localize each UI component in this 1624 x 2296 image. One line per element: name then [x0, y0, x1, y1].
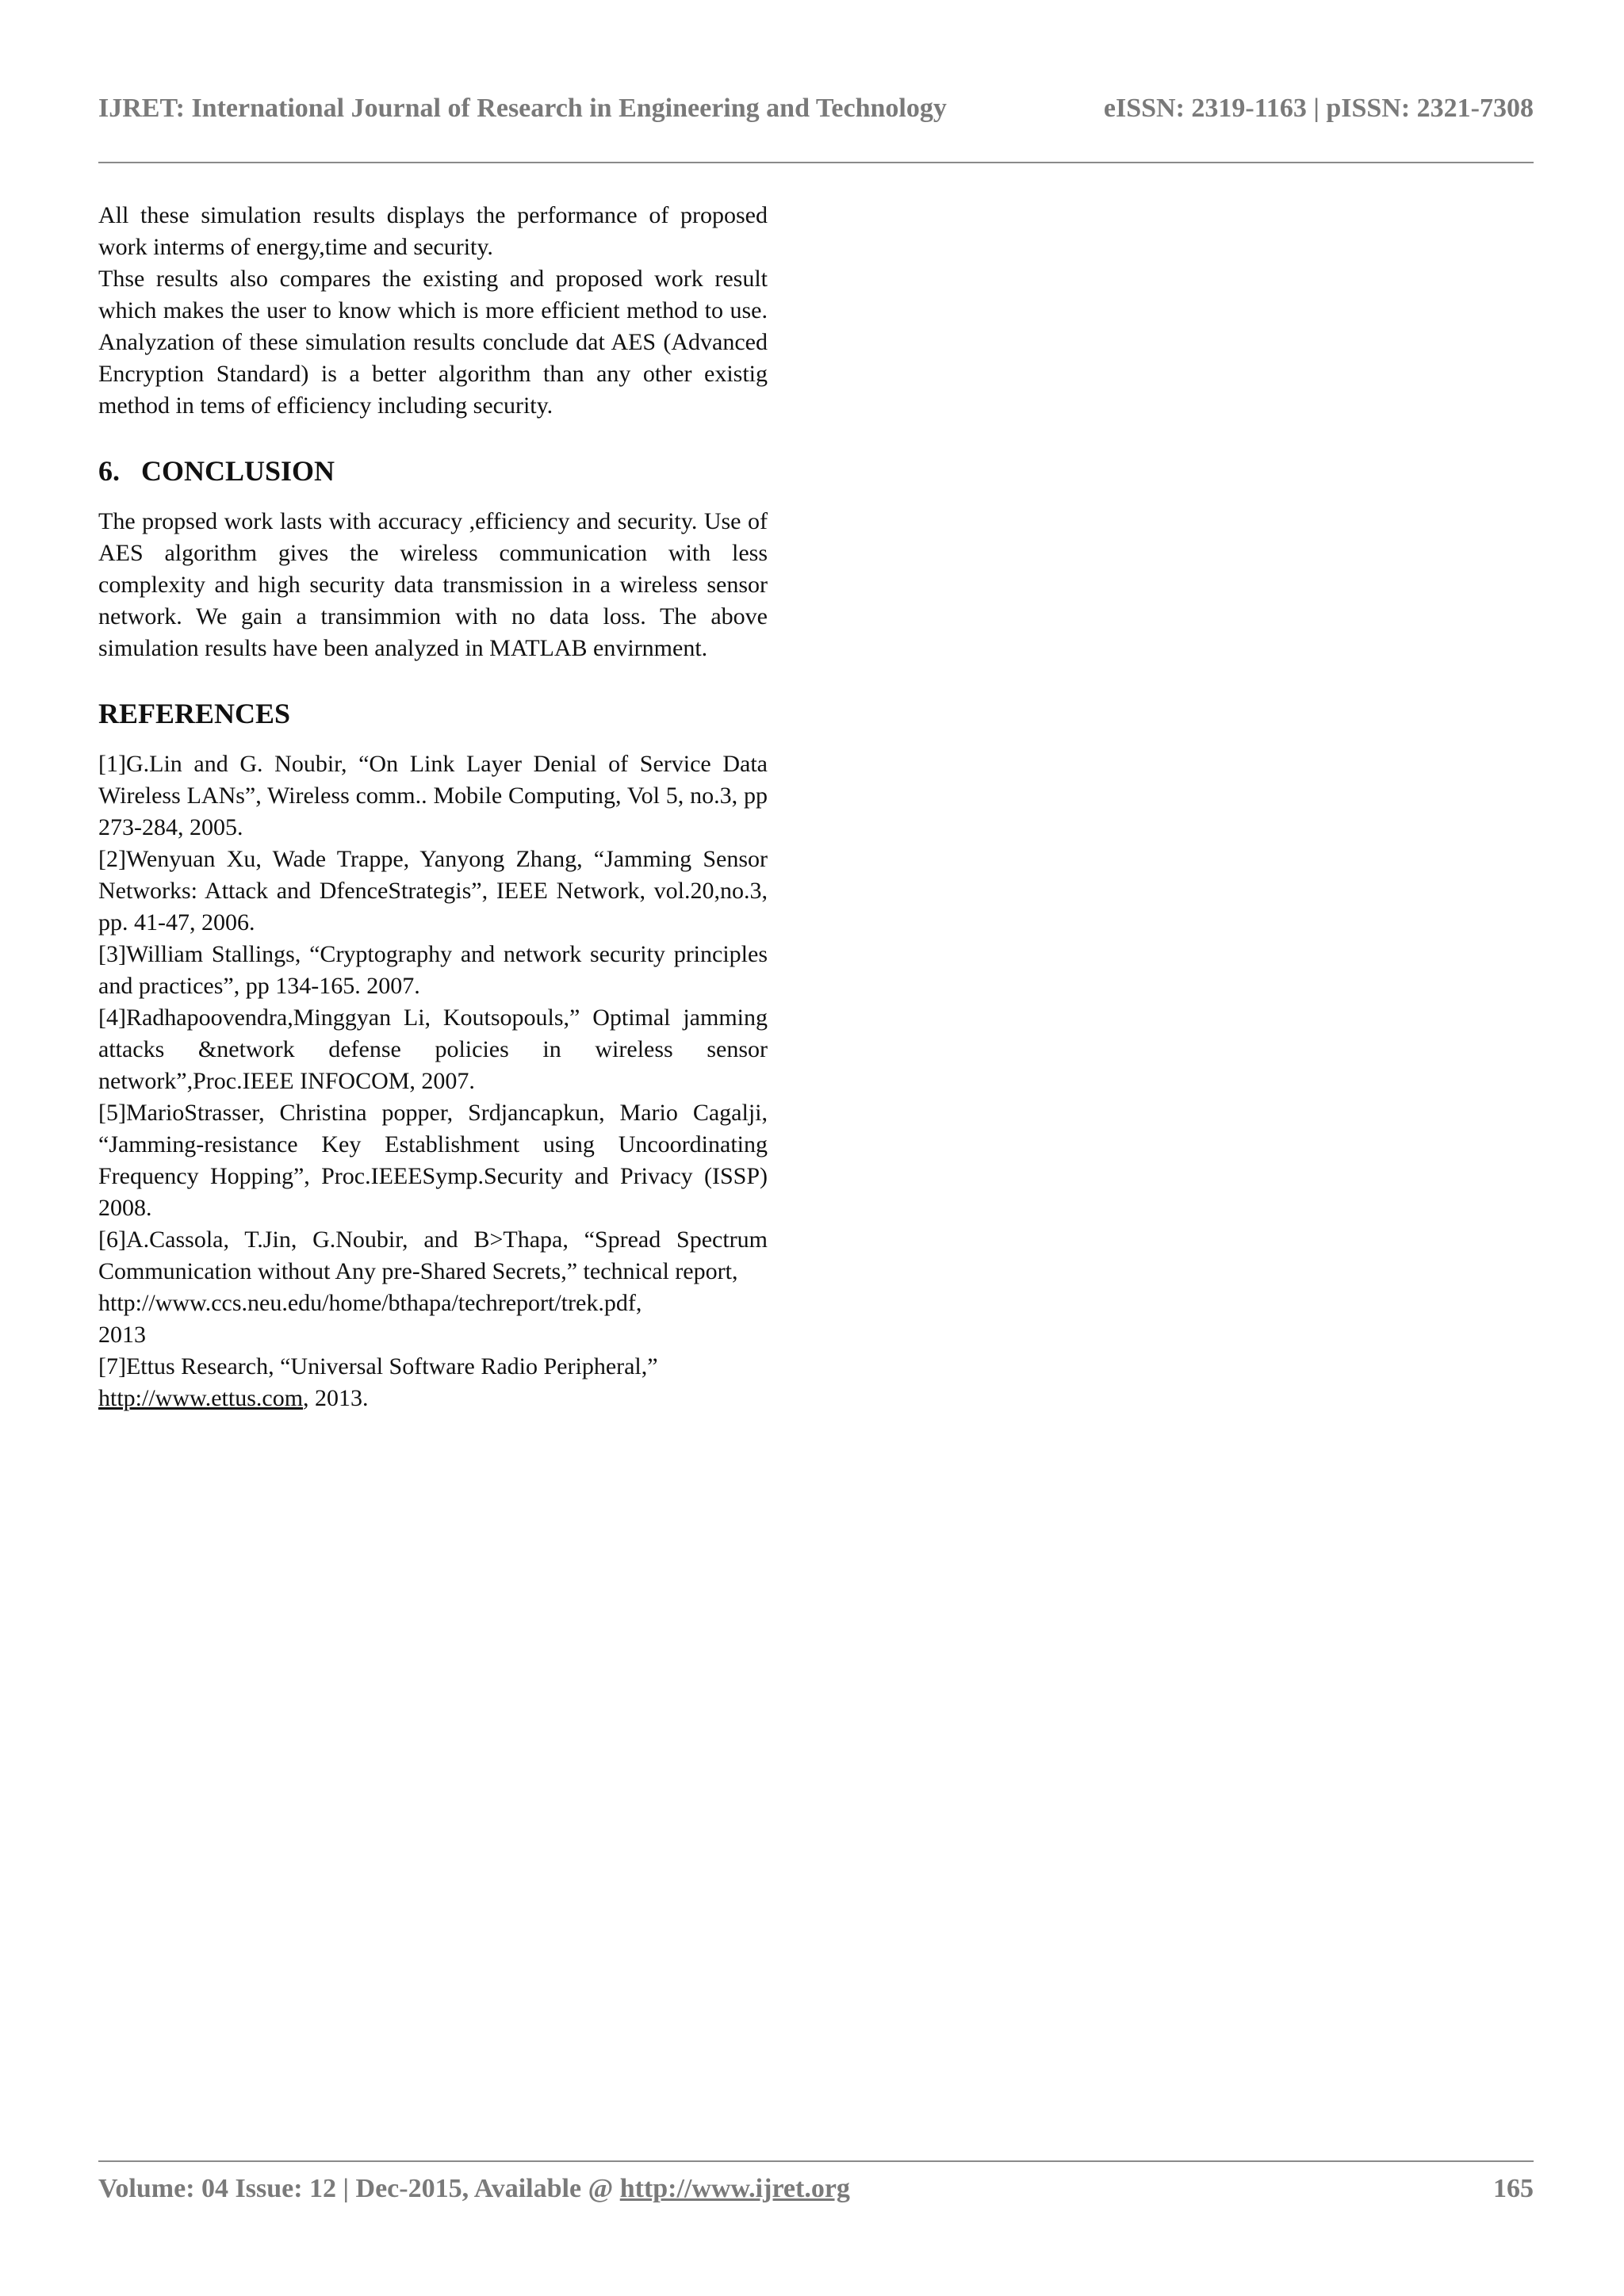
conclusion-text: The propsed work lasts with accuracy ,efficiency and security. Use of AES algorithm gives the wireless communication with less complexity and high security data transmission in a wireless sensor network. We gain a transimmion with no data loss. The above simulation results have been analyzed in MATLAB envirnment. [98, 508, 768, 661]
footer-issue-text: Volume: 04 Issue: 12 | Dec-2015, Available @ [98, 2174, 620, 2203]
references-heading: REFERENCES [98, 698, 291, 729]
page-footer [98, 2174, 1534, 2214]
page-header [98, 94, 1534, 133]
reference-url: http://www.ccs.neu.edu/home/bthapa/techreport/trek.pdf, [98, 1290, 642, 1316]
journal-title: IJRET: International Journal of Research in Engineering and Technology [98, 94, 947, 123]
reference-item: [3]William Stallings, “Cryptography and network security principles and practices”, pp 134-165. 2007. [98, 941, 768, 999]
reference-item: [6]A.Cassola, T.Jin, G.Noubir, and B>Thapa, “Spread Spectrum Communication without Any pre-Shared Secrets,” technical report, [98, 1226, 768, 1284]
reference-year: 2013 [98, 1322, 146, 1348]
footer-link[interactable]: http://www.ijret.org [619, 2174, 850, 2203]
reference-item: [4]Radhapoovendra,Minggyan Li, Koutsopouls,” Optimal jamming attacks &network defense policies in wireless sensor network”,Proc.IEEE INFOCOM, 2007. [98, 1004, 768, 1094]
main-column [98, 200, 768, 1414]
reference-item: [7]Ettus Research, “Universal Software Radio Peripheral,” [98, 1353, 658, 1380]
footer-rule [98, 2160, 1534, 2162]
header-rule [98, 162, 1534, 163]
reference-item: [2]Wenyuan Xu, Wade Trappe, Yanyong Zhang, “Jamming Sensor Networks: Attack and DfenceStrategis”, IEEE Network, vol.20,no.3, pp. 41-47, 2006. [98, 846, 768, 936]
body-paragraph-2: Thse results also compares the existing and proposed work result which makes the user to know which is more efficient method to use. Analyzation of these simulation results conclude dat AES (Advanced Encryption Standard) is a better algorithm than any other existig method in tems of efficiency including security. [98, 266, 768, 419]
ettus-link[interactable]: http://www.ettus.com [98, 1385, 304, 1411]
conclusion-heading: 6. CONCLUSION [98, 455, 335, 487]
body-paragraph-1: All these simulation results displays the performance of proposed work interms of energy,time and security. [98, 202, 768, 260]
issn-info: eISSN: 2319-1163 | pISSN: 2321-7308 [1103, 94, 1534, 123]
reference-item: [1]G.Lin and G. Noubir, “On Link Layer Denial of Service Data Wireless LANs”, Wireless comm.. Mobile Computing, Vol 5, no.3, pp 273-284, 2005. [98, 751, 768, 840]
reference-year-suffix: , 2013. [303, 1385, 369, 1411]
page-number: 165 [1493, 2174, 1534, 2203]
reference-item: [5]MarioStrasser, Christina popper, Srdjancapkun, Mario Cagalji, “Jamming-resistance Key Establishment using Uncoordinating Frequency Hopping”, Proc.IEEESymp.Security and Privacy (ISSP) 2008. [98, 1100, 768, 1221]
reference-link-line [98, 1383, 768, 1414]
footer-issue [98, 2174, 850, 2204]
